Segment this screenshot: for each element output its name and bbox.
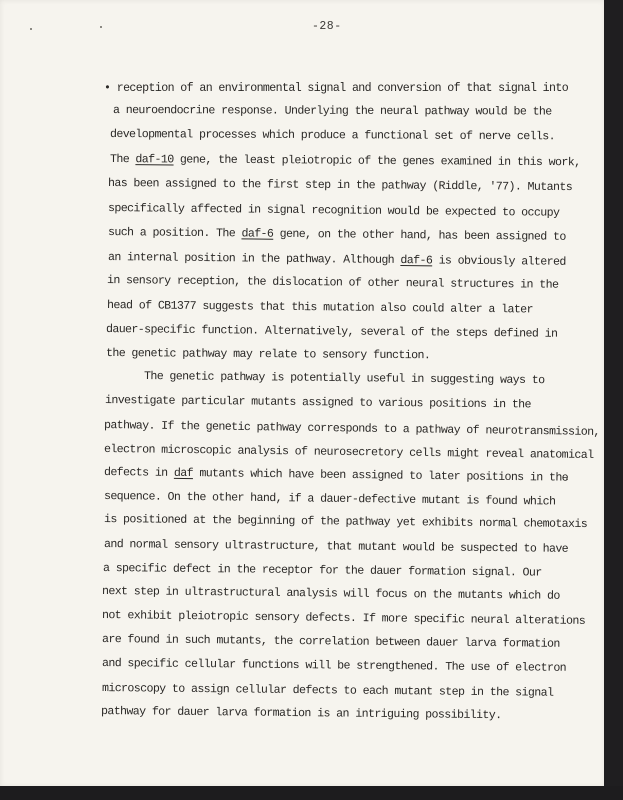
text-line [104, 82, 568, 95]
text-line [107, 299, 533, 316]
text-line [108, 177, 572, 194]
text-run: in sensory reception, the dislocation of other neural structures in the [106, 274, 559, 292]
text-run: a specific defect in the receptor for the dauer formation signal. Our [102, 562, 542, 580]
text-line [104, 513, 587, 531]
text-line [104, 538, 568, 556]
text-line [108, 226, 566, 244]
text-run: electron microscopic analysis of neurosecretory cells might reveal anatomical [103, 443, 594, 462]
text-run: • reception of an environmental signal and conversion of that signal into [104, 82, 569, 95]
text-run: pathway. If the genetic pathway corresponds to a pathway of neurotransmission, [103, 419, 600, 439]
text-line [101, 705, 502, 722]
page-number: -28- [312, 20, 342, 33]
text-line [110, 128, 555, 143]
text-line [107, 274, 558, 292]
text-line [102, 585, 560, 603]
text-run: such a position. The [107, 226, 242, 241]
text-line [113, 104, 552, 119]
text-run: head of CB1377 suggests that this mutation also could alter a later [106, 299, 533, 317]
text-run: investigate particular mutants assigned to various positions in the [104, 394, 531, 412]
text-run: and specific cellular functions will be strengthened. The use of electron [101, 657, 567, 675]
text-line [105, 394, 531, 411]
text-line [106, 347, 430, 362]
text-line [110, 153, 581, 169]
text-line [106, 323, 557, 341]
text-run: defects in [103, 466, 175, 480]
text-line [102, 657, 566, 675]
text-run: The genetic pathway is potentially useful in suggesting ways to [143, 370, 545, 388]
text-line [102, 682, 553, 700]
text-run: sequence. On the other hand, if a dauer-defective mutant is found which [103, 490, 556, 509]
text-run: microscopy to assign cellular defects to each mutant step in the signal [101, 682, 554, 700]
text-line [108, 251, 566, 269]
text-run: are found in such mutants, the correlation between dauer larva formation [101, 633, 560, 651]
text-run: not exhibit pleiotropic sensory defects. If more specific neural alterations [101, 609, 586, 628]
text-run: mutants which have been assigned to later positions in the [192, 467, 569, 485]
gene-name-underlined: daf-10 [135, 153, 174, 167]
text-run: the genetic pathway may relate to sensory function. [105, 347, 431, 363]
text-run: a neuroendocrine response. Underlying the neural pathway would be the [112, 104, 552, 119]
scan-border-bottom [0, 786, 623, 800]
text-line [104, 419, 600, 439]
text-run: The [109, 153, 136, 167]
text-run: developmental processes which produce a functional set of nerve cells. [109, 128, 556, 144]
scan-speck [30, 28, 32, 30]
text-run: gene, the least pleiotropic of the genes examined in this work, [173, 153, 581, 170]
text-line [102, 633, 560, 651]
text-run: dauer-specific function. Alternatively, several of the steps defined in [105, 323, 558, 341]
text-line [102, 609, 585, 628]
text-line [104, 490, 556, 509]
gene-name-underlined: daf-6 [400, 254, 433, 268]
text-run: is positioned at the beginning of the pathway yet exhibits normal chemotaxis [103, 513, 588, 532]
text-line [144, 370, 545, 387]
scan-border-right [604, 0, 623, 800]
text-line [104, 443, 594, 462]
text-line [104, 466, 568, 485]
gene-name-underlined: daf-6 [241, 227, 274, 241]
text-run: next step in ultrastructural analysis will focus on the mutants which do [101, 585, 560, 603]
text-run: pathway for dauer larva formation is an intriguing possibility. [100, 705, 502, 723]
text-run: is obviously altered [432, 254, 566, 269]
text-run: has been assigned to the first step in the pathway (Riddle, '77). Mutants [107, 177, 573, 195]
text-run: an internal position in the pathway. Although [107, 251, 401, 268]
text-line [103, 562, 542, 580]
text-line [108, 202, 559, 220]
text-run: specifically affected in signal recognition would be expected to occupy [107, 202, 560, 220]
text-run: and normal sensory ultrastructure, that mutant would be suspected to have [103, 538, 569, 556]
text-run: gene, on the other hand, has been assigned to [273, 227, 566, 244]
gene-name-underlined: daf [173, 466, 194, 481]
scan-speck [100, 26, 102, 28]
